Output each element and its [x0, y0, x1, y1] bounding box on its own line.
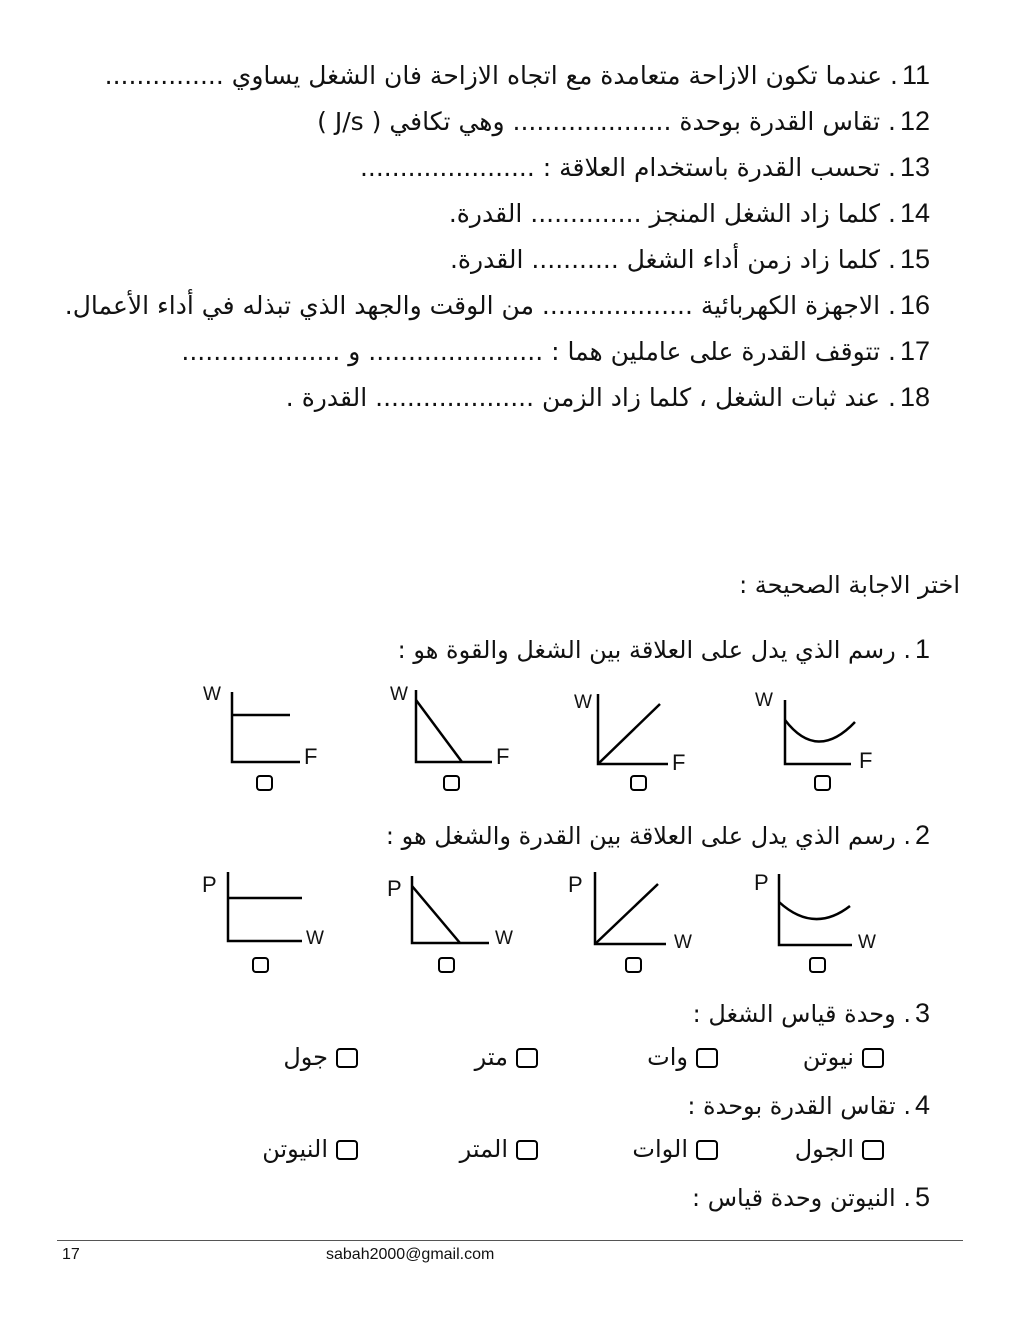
question-15: 15. كلما زاد زمن أداء الشغل ........... القدرة.: [449, 244, 930, 274]
mcq-2-question: 2. رسم الذي يدل على العلاقة بين القدرة والشغل هو :: [385, 820, 930, 850]
option-checkbox[interactable]: [516, 1048, 538, 1068]
mcq-3-option-1[interactable]: نيوتن: [803, 1042, 884, 1072]
graph-line: [412, 886, 460, 943]
mcq-3-option-2[interactable]: وات: [647, 1042, 718, 1072]
section-title: اختر الاجابة الصحيحة :: [739, 571, 960, 599]
y-axis-label: P: [754, 870, 769, 895]
graph-line: [785, 720, 855, 742]
option-checkbox[interactable]: [862, 1048, 884, 1068]
axes: [232, 692, 300, 762]
graph-line: [595, 884, 658, 944]
option-checkbox[interactable]: [336, 1140, 358, 1160]
option-checkbox[interactable]: [696, 1048, 718, 1068]
y-axis-label: P: [568, 872, 583, 897]
x-axis-label: W: [674, 932, 692, 953]
option-checkbox-1c[interactable]: [630, 775, 647, 791]
x-axis-label: W: [306, 928, 324, 949]
graph-line: [416, 700, 462, 762]
mcq-4-option-3[interactable]: المتر: [460, 1134, 538, 1164]
footer-email: sabah2000@gmail.com: [326, 1246, 495, 1263]
mcq-3-option-3[interactable]: متر: [475, 1042, 538, 1072]
y-axis-label: W: [574, 692, 592, 713]
x-axis-label: F: [496, 744, 510, 769]
y-axis-label: W: [755, 690, 773, 711]
x-axis-label: W: [858, 932, 876, 953]
option-checkbox-2a[interactable]: [252, 957, 269, 973]
y-axis-label: P: [387, 876, 402, 901]
question-14: 14. كلما زاد الشغل المنجز .............. القدرة.: [448, 198, 930, 228]
question-16: 16. الاجهزة الكهربائية ................... من الوقت والجهد الذي تبذله في أداء الأعمال.: [64, 290, 930, 320]
graph-line: [779, 902, 850, 919]
page-number: 17: [62, 1246, 80, 1263]
option-checkbox[interactable]: [696, 1140, 718, 1160]
mcq-4-question: 4. تقاس القدرة بوحدة :: [687, 1090, 930, 1120]
x-axis-label: W: [495, 928, 513, 949]
option-checkbox-1d[interactable]: [814, 775, 831, 791]
question-11: 11. عندما تكون الازاحة متعامدة مع اتجاه الازاحة فان الشغل يساوي ...............: [104, 60, 930, 90]
x-axis-label: F: [304, 744, 318, 769]
option-checkbox-2c[interactable]: [625, 957, 642, 973]
x-axis-label: F: [672, 750, 686, 775]
option-checkbox-2d[interactable]: [809, 957, 826, 973]
x-axis-label: F: [859, 748, 873, 773]
graph-line: [598, 704, 660, 764]
option-checkbox[interactable]: [336, 1048, 358, 1068]
question-18: 18. عند ثبات الشغل ، كلما زاد الزمن .................... القدرة .: [285, 382, 930, 412]
mcq-3-option-4[interactable]: جول: [283, 1042, 358, 1072]
mcq-4-option-1[interactable]: الجول: [795, 1134, 884, 1164]
mcq-3-question: 3. وحدة قياس الشغل :: [692, 998, 930, 1028]
mcq-5-question: 5. النيوتن وحدة قياس :: [692, 1182, 930, 1212]
question-13: 13. تحسب القدرة باستخدام العلاقة : ......................: [359, 152, 930, 182]
option-checkbox[interactable]: [516, 1140, 538, 1160]
mcq-4-option-4[interactable]: النيوتن: [262, 1134, 358, 1164]
option-checkbox-1a[interactable]: [256, 775, 273, 791]
axes: [228, 872, 302, 941]
option-checkbox-1b[interactable]: [443, 775, 460, 791]
question-12: 12. تقاس القدرة بوحدة .................... وهي تكافي ( J/s ): [317, 106, 930, 136]
y-axis-label: W: [390, 684, 408, 705]
footer-divider: [57, 1240, 963, 1241]
mcq-4-option-2[interactable]: الوات: [632, 1134, 718, 1164]
question-17: 17. تتوقف القدرة على عاملين هما : ...................... و ....................: [181, 336, 930, 366]
option-checkbox-2b[interactable]: [438, 957, 455, 973]
y-axis-label: W: [203, 684, 221, 705]
y-axis-label: P: [202, 872, 217, 897]
option-checkbox[interactable]: [862, 1140, 884, 1160]
mcq-1-question: 1. رسم الذي يدل على العلاقة بين الشغل والقوة هو :: [397, 634, 930, 664]
